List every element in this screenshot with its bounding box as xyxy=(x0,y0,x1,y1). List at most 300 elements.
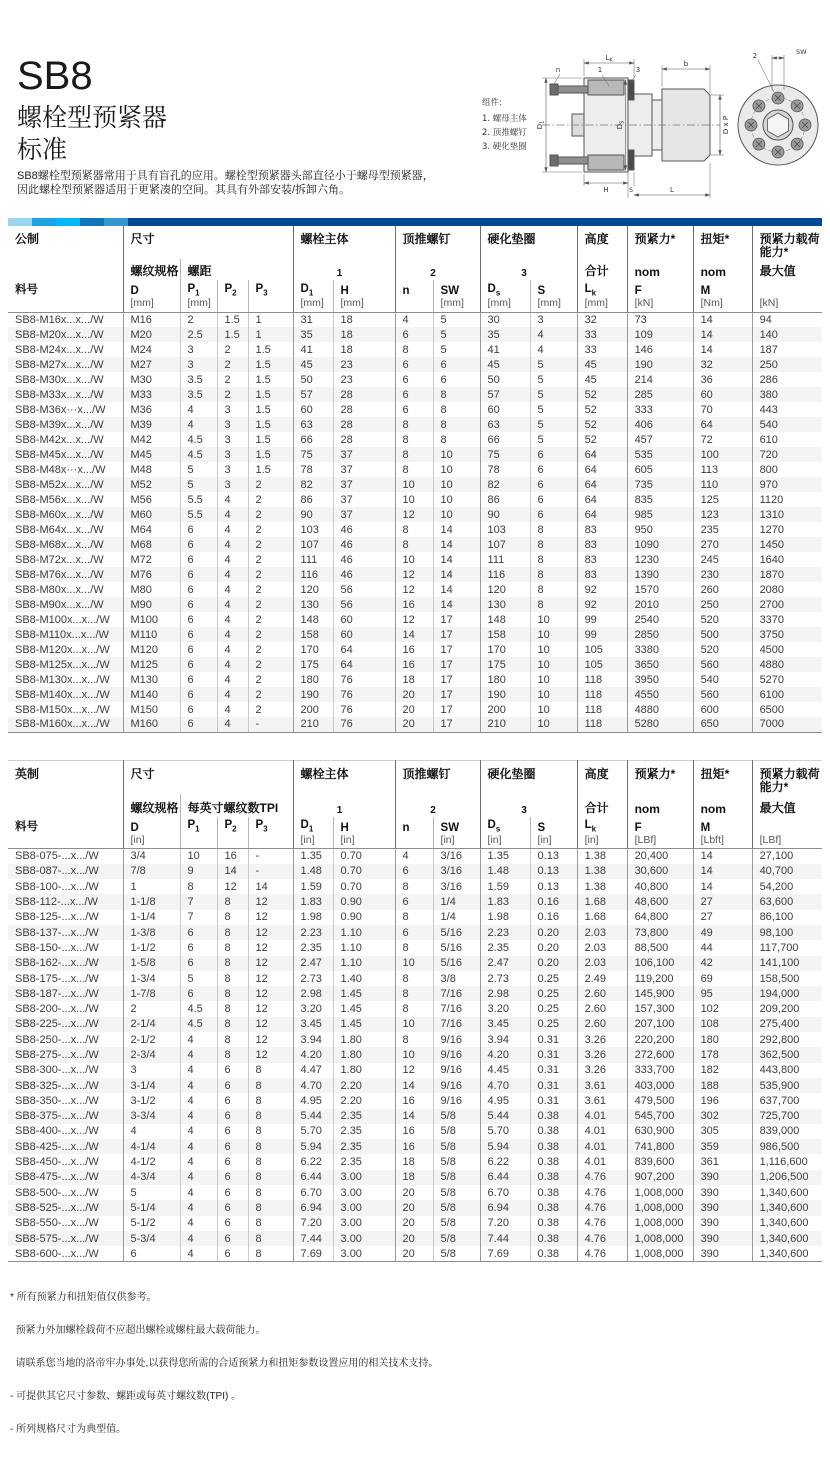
group-header: 硬化垫圈 xyxy=(480,760,577,794)
table-row xyxy=(8,612,822,627)
pitch-p2: 6 xyxy=(217,1185,248,1200)
body-d1: 111 xyxy=(293,552,333,567)
max-capacity: 40,700 xyxy=(752,864,822,879)
pitch-p1: 6 xyxy=(180,552,217,567)
jackbolt-n: 20 xyxy=(395,1231,433,1246)
body-d1: 1.59 xyxy=(293,879,333,894)
component-list xyxy=(482,97,527,152)
table-row xyxy=(8,894,822,909)
body-h: 1.40 xyxy=(333,971,395,986)
washer-ds: 4.45 xyxy=(480,1063,530,1078)
part-number: SB8-M39x...x.../W xyxy=(15,418,104,431)
pitch-p1: 4 xyxy=(180,1185,217,1200)
max-capacity: 6100 xyxy=(752,687,822,702)
max-capacity: 720 xyxy=(752,447,822,462)
col-unit: [in] xyxy=(293,834,333,849)
max-capacity: 1,340,600 xyxy=(752,1246,822,1261)
col-symbol: S xyxy=(530,817,577,834)
preload-f: 4880 xyxy=(627,702,693,717)
pitch-p1: 4 xyxy=(180,417,217,432)
jackbolt-n: 20 xyxy=(395,1216,433,1231)
col-symbol xyxy=(752,280,822,297)
pitch-p2: 2 xyxy=(217,372,248,387)
washer-ds: 6.70 xyxy=(480,1185,530,1200)
pitch-p2: 6 xyxy=(217,1078,248,1093)
preload-f: 3950 xyxy=(627,672,693,687)
washer-s: 0.16 xyxy=(530,910,577,925)
group-header: 高度 xyxy=(577,760,627,794)
pitch-p3: 2 xyxy=(248,522,293,537)
table-row xyxy=(8,1231,822,1246)
body-d1: 2.73 xyxy=(293,971,333,986)
max-capacity: 86,100 xyxy=(752,910,822,925)
group-header: 预紧力载荷 能力* xyxy=(752,760,822,794)
height-lk: 99 xyxy=(577,612,627,627)
jackbolt-n: 14 xyxy=(395,1109,433,1124)
body-d1: 7.44 xyxy=(293,1231,333,1246)
sub-header: 2 xyxy=(395,259,480,280)
pitch-p3: 8 xyxy=(248,1185,293,1200)
max-capacity: 1310 xyxy=(752,507,822,522)
height-lk: 83 xyxy=(577,567,627,582)
pitch-p1: 4 xyxy=(180,1139,217,1154)
pitch-p2: 3 xyxy=(217,432,248,447)
thread-d: 7/8 xyxy=(123,864,180,879)
col-symbol: $P_2$ xyxy=(217,817,248,834)
max-capacity: 27,100 xyxy=(752,849,822,864)
pitch-p1: 4 xyxy=(180,1200,217,1215)
part-number: SB8-M130x...x.../W xyxy=(15,673,110,686)
jackbolt-sw: 7/16 xyxy=(433,986,480,1001)
jackbolt-n: 4 xyxy=(395,849,433,864)
pitch-p1: 7 xyxy=(180,910,217,925)
washer-ds: 63 xyxy=(480,417,530,432)
pitch-p2: 8 xyxy=(217,971,248,986)
preload-f: 207,100 xyxy=(627,1017,693,1032)
preload-f: 220,200 xyxy=(627,1032,693,1047)
body-h: 37 xyxy=(333,492,395,507)
front-view xyxy=(738,85,818,165)
preload-f: 73,800 xyxy=(627,925,693,940)
pitch-p1: 6 xyxy=(180,702,217,717)
pitch-p3: 8 xyxy=(248,1093,293,1108)
part-number: SB8-M90x...x.../W xyxy=(15,598,104,611)
footnote-line: - 所列规格尺寸为典型值。 xyxy=(10,1424,127,1436)
max-capacity: 637,700 xyxy=(752,1093,822,1108)
preload-f: 64,800 xyxy=(627,910,693,925)
body-h: 3.00 xyxy=(333,1200,395,1215)
washer-s: 8 xyxy=(530,552,577,567)
accent-segment xyxy=(104,218,128,226)
col-unit: [mm] xyxy=(530,297,577,312)
part-number: SB8-M80x...x.../W xyxy=(15,583,104,596)
pitch-p2: 14 xyxy=(217,864,248,879)
washer-s: 10 xyxy=(530,717,577,732)
preload-f: 48,600 xyxy=(627,894,693,909)
pitch-p3: 1 xyxy=(248,312,293,327)
body-d1: 2.23 xyxy=(293,925,333,940)
max-capacity: 187 xyxy=(752,342,822,357)
torque-m: 305 xyxy=(693,1124,752,1139)
preload-f: 4550 xyxy=(627,687,693,702)
torque-m: 27 xyxy=(693,894,752,909)
body-d1: 7.20 xyxy=(293,1216,333,1231)
body-d1: 158 xyxy=(293,627,333,642)
part-number: SB8-M120x...x.../W xyxy=(15,643,110,656)
thread-d: M24 xyxy=(123,342,180,357)
jackbolt-n: 20 xyxy=(395,1200,433,1215)
jackbolt-n: 10 xyxy=(395,1047,433,1062)
col-unit xyxy=(217,297,248,312)
part-number: SB8-550-...x.../W xyxy=(15,1217,99,1230)
col-symbol: $D_s$ xyxy=(480,817,530,834)
washer-s: 0.20 xyxy=(530,925,577,940)
body-d1: 35 xyxy=(293,327,333,342)
jackbolt-sw: 10 xyxy=(433,507,480,522)
washer-ds: 7.69 xyxy=(480,1246,530,1261)
washer-s: 0.13 xyxy=(530,849,577,864)
jackbolt-n: 20 xyxy=(395,717,433,732)
body-h: 60 xyxy=(333,612,395,627)
max-capacity: 3370 xyxy=(752,612,822,627)
torque-m: 650 xyxy=(693,717,752,732)
pitch-p2: 6 xyxy=(217,1109,248,1124)
group-header: 尺寸 xyxy=(123,226,293,259)
pitch-p3: 1.5 xyxy=(248,432,293,447)
height-lk: 2.03 xyxy=(577,940,627,955)
torque-m: 182 xyxy=(693,1063,752,1078)
footnote-line: * 所有预紧力和扭矩值仅供参考。 xyxy=(10,1292,157,1304)
height-lk: 3.26 xyxy=(577,1032,627,1047)
body-d1: 41 xyxy=(293,342,333,357)
preload-f: 40,800 xyxy=(627,879,693,894)
group-header: 尺寸 xyxy=(123,760,293,794)
pitch-p2: 3 xyxy=(217,477,248,492)
thread-d: 5-1/2 xyxy=(123,1216,180,1231)
col-symbol: SW xyxy=(433,280,480,297)
body-h: 28 xyxy=(333,402,395,417)
washer-s: 0.31 xyxy=(530,1032,577,1047)
jackbolt-sw: 9/16 xyxy=(433,1078,480,1093)
jackbolt-n: 10 xyxy=(395,956,433,971)
table-row xyxy=(8,864,822,879)
sub-header: nom xyxy=(693,794,752,817)
thread-d: M160 xyxy=(123,717,180,732)
jackbolt-n: 16 xyxy=(395,642,433,657)
jackbolt-sw: 8 xyxy=(433,432,480,447)
pitch-p1: 4 xyxy=(180,1231,217,1246)
max-capacity: 1,340,600 xyxy=(752,1216,822,1231)
body-d1: 190 xyxy=(293,687,333,702)
jackbolt-sw: 17 xyxy=(433,642,480,657)
thread-d: M60 xyxy=(123,507,180,522)
body-d1: 180 xyxy=(293,672,333,687)
torque-m: 361 xyxy=(693,1154,752,1169)
thread-d: M76 xyxy=(123,567,180,582)
col-symbol: $D_1$ xyxy=(293,280,333,297)
jackbolt-sw: 14 xyxy=(433,597,480,612)
jackbolt-n: 16 xyxy=(395,657,433,672)
col-symbol: SW xyxy=(433,817,480,834)
pitch-p3: 8 xyxy=(248,1124,293,1139)
product-description xyxy=(17,170,434,197)
washer-ds: 6.44 xyxy=(480,1170,530,1185)
imperial-table-section xyxy=(8,760,830,1263)
torque-m: 14 xyxy=(693,849,752,864)
washer-s: 5 xyxy=(530,372,577,387)
body-d1: 120 xyxy=(293,582,333,597)
torque-m: 64 xyxy=(693,417,752,432)
body-h: 0.90 xyxy=(333,894,395,909)
preload-f: 741,800 xyxy=(627,1139,693,1154)
pitch-p1: 6 xyxy=(180,925,217,940)
washer-s: 0.25 xyxy=(530,971,577,986)
washer-ds: 86 xyxy=(480,492,530,507)
washer-s: 10 xyxy=(530,642,577,657)
col-unit xyxy=(248,834,293,849)
max-capacity: 117,700 xyxy=(752,940,822,955)
preload-f: 1090 xyxy=(627,537,693,552)
washer-ds: 200 xyxy=(480,702,530,717)
height-lk: 1.38 xyxy=(577,879,627,894)
height-lk: 45 xyxy=(577,357,627,372)
jackbolt-n: 10 xyxy=(395,1017,433,1032)
body-h: 23 xyxy=(333,372,395,387)
max-capacity: 3750 xyxy=(752,627,822,642)
height-lk: 4.01 xyxy=(577,1154,627,1169)
body-h: 37 xyxy=(333,447,395,462)
col-unit: [mm] xyxy=(577,297,627,312)
thread-d: 5 xyxy=(123,1185,180,1200)
pitch-p1: 6 xyxy=(180,582,217,597)
body-h: 46 xyxy=(333,537,395,552)
part-number: SB8-162-...x.../W xyxy=(15,957,99,970)
washer-ds: 2.47 xyxy=(480,956,530,971)
height-lk: 118 xyxy=(577,687,627,702)
height-lk: 4.76 xyxy=(577,1231,627,1246)
col-symbol: D xyxy=(123,280,180,297)
pitch-p1: 10 xyxy=(180,849,217,864)
pitch-p2: 8 xyxy=(217,1001,248,1016)
pitch-p2: 4 xyxy=(217,552,248,567)
thread-d: 4-1/2 xyxy=(123,1154,180,1169)
washer-s: 0.31 xyxy=(530,1078,577,1093)
thread-d: M52 xyxy=(123,477,180,492)
col-unit: [in] xyxy=(123,834,180,849)
metric_table xyxy=(8,226,822,733)
washer-s: 0.38 xyxy=(530,1170,577,1185)
jackbolt-n: 8 xyxy=(395,986,433,1001)
torque-m: 500 xyxy=(693,627,752,642)
body-d1: 1.98 xyxy=(293,910,333,925)
svg-text:DS: $D_S$ xyxy=(616,120,626,130)
col-symbol: H xyxy=(333,280,395,297)
pitch-p2: 16 xyxy=(217,849,248,864)
part-number: SB8-M110x...x.../W xyxy=(15,628,109,641)
body-h: 23 xyxy=(333,357,395,372)
preload-f: 333 xyxy=(627,402,693,417)
pitch-p2: 4 xyxy=(217,672,248,687)
preload-f: 535 xyxy=(627,447,693,462)
jackbolt-sw: 7/16 xyxy=(433,1001,480,1016)
jackbolt-n: 8 xyxy=(395,522,433,537)
footnote-line: - 可提供其它尺寸参数、螺距或每英寸螺纹数(TPI) 。 xyxy=(10,1391,242,1403)
pitch-p1: 4 xyxy=(180,1047,217,1062)
col-unit: [mm] xyxy=(433,297,480,312)
torque-m: 36 xyxy=(693,372,752,387)
table-row xyxy=(8,1063,822,1078)
pitch-p1: 6 xyxy=(180,956,217,971)
footnote-line: 预紧力外加螺栓载荷不应超出螺栓或螺柱最大载荷能力。 xyxy=(10,1325,266,1337)
body-h: 3.00 xyxy=(333,1216,395,1231)
thread-d: 3 xyxy=(123,1063,180,1078)
pitch-p1: 6 xyxy=(180,612,217,627)
table-row xyxy=(8,342,822,357)
jackbolt-sw: 17 xyxy=(433,627,480,642)
pitch-p3: 2 xyxy=(248,642,293,657)
pitch-p1: 4.5 xyxy=(180,447,217,462)
jackbolt-sw: 5/8 xyxy=(433,1170,480,1185)
jackbolt-sw: 3/16 xyxy=(433,879,480,894)
jackbolt-n: 18 xyxy=(395,672,433,687)
jackbolt-sw: 10 xyxy=(433,447,480,462)
preload-f: 20,400 xyxy=(627,849,693,864)
preload-f: 1,008,000 xyxy=(627,1231,693,1246)
body-d1: 103 xyxy=(293,522,333,537)
col-unit: [Lbft] xyxy=(693,834,752,849)
thread-d: M16 xyxy=(123,312,180,327)
washer-s: 0.31 xyxy=(530,1063,577,1078)
max-capacity: 970 xyxy=(752,477,822,492)
thread-d: 2-1/4 xyxy=(123,1017,180,1032)
part-number: SB8-137-...x.../W xyxy=(15,926,99,939)
pitch-p1: 2 xyxy=(180,312,217,327)
height-lk: 105 xyxy=(577,642,627,657)
body-h: 28 xyxy=(333,417,395,432)
pitch-p3: 1.5 xyxy=(248,342,293,357)
torque-m: 180 xyxy=(693,1032,752,1047)
body-h: 0.70 xyxy=(333,879,395,894)
part-number: SB8-M125x...x.../W xyxy=(15,658,110,671)
col-symbol: H xyxy=(333,817,395,834)
height-lk: 3.61 xyxy=(577,1093,627,1108)
preload-f: 146 xyxy=(627,342,693,357)
body-h: 0.70 xyxy=(333,864,395,879)
part-number: SB8-M33x...x.../W xyxy=(15,388,104,401)
pitch-p1: 6 xyxy=(180,986,217,1001)
pitch-p2: 6 xyxy=(217,1124,248,1139)
height-lk: 4.76 xyxy=(577,1216,627,1231)
table-row xyxy=(8,672,822,687)
label-3: 3 xyxy=(635,66,641,74)
part-number: SB8-M72x...x.../W xyxy=(15,553,104,566)
body-h: 60 xyxy=(333,627,395,642)
metric-table-section xyxy=(8,226,830,733)
max-capacity: 610 xyxy=(752,432,822,447)
height-lk: 64 xyxy=(577,492,627,507)
jackbolt-n: 20 xyxy=(395,687,433,702)
washer-ds: 78 xyxy=(480,462,530,477)
thread-d: 5-3/4 xyxy=(123,1231,180,1246)
pitch-p2: 6 xyxy=(217,1063,248,1078)
part-number: SB8-350-...x.../W xyxy=(15,1094,99,1107)
pitch-p1: 8 xyxy=(180,879,217,894)
jackbolt-n: 16 xyxy=(395,1124,433,1139)
washer-s: 0.38 xyxy=(530,1154,577,1169)
sub-header: 1 xyxy=(293,259,395,280)
part-number: SB8-425-...x.../W xyxy=(15,1140,99,1153)
preload-f: 1,008,000 xyxy=(627,1185,693,1200)
washer-ds: 4.70 xyxy=(480,1078,530,1093)
thread-d: M140 xyxy=(123,687,180,702)
pitch-p1: 5 xyxy=(180,477,217,492)
group-header: 顶推螺钉 xyxy=(395,760,480,794)
jackbolt-sw: 9/16 xyxy=(433,1032,480,1047)
thread-d: 1-3/8 xyxy=(123,925,180,940)
pitch-p1: 3 xyxy=(180,357,217,372)
jackbolt-n: 6 xyxy=(395,925,433,940)
body-h: 2.20 xyxy=(333,1078,395,1093)
max-capacity: 275,400 xyxy=(752,1017,822,1032)
pitch-p2: 6 xyxy=(217,1139,248,1154)
pitch-p1: 6 xyxy=(180,597,217,612)
thread-d: M45 xyxy=(123,447,180,462)
part-number: SB8-200-...x.../W xyxy=(15,1003,99,1016)
thread-d: 4-1/4 xyxy=(123,1139,180,1154)
jackbolt-n: 6 xyxy=(395,372,433,387)
pitch-p3: 12 xyxy=(248,1032,293,1047)
max-capacity: 362,500 xyxy=(752,1047,822,1062)
pitch-p2: 8 xyxy=(217,894,248,909)
washer-ds: 7.20 xyxy=(480,1216,530,1231)
col-symbol: S xyxy=(530,280,577,297)
torque-m: 108 xyxy=(693,1017,752,1032)
pitch-p3: 8 xyxy=(248,1109,293,1124)
washer-ds: 60 xyxy=(480,402,530,417)
part-number: SB8-M24x...x.../W xyxy=(15,343,104,356)
col-unit: [in] xyxy=(480,834,530,849)
pitch-p3: 2 xyxy=(248,672,293,687)
jackbolt-n: 8 xyxy=(395,971,433,986)
torque-m: 49 xyxy=(693,925,752,940)
thread-d: M125 xyxy=(123,657,180,672)
spacer xyxy=(8,834,123,849)
jackbolt-sw: 3/8 xyxy=(433,971,480,986)
pitch-p1: 6 xyxy=(180,522,217,537)
part-number: SB8-M160x...x.../W xyxy=(8,717,123,732)
jackbolt-sw: 14 xyxy=(433,522,480,537)
torque-m: 196 xyxy=(693,1093,752,1108)
body-d1: 45 xyxy=(293,357,333,372)
washer-s: 5 xyxy=(530,432,577,447)
thread-d: M27 xyxy=(123,357,180,372)
thread-d: 1-5/8 xyxy=(123,956,180,971)
pitch-p2: 4 xyxy=(217,687,248,702)
pitch-p3: 8 xyxy=(248,1154,293,1169)
torque-m: 359 xyxy=(693,1139,752,1154)
jackbolt-sw: 3/16 xyxy=(433,849,480,864)
body-d1: 63 xyxy=(293,417,333,432)
body-h: 28 xyxy=(333,387,395,402)
height-lk: 52 xyxy=(577,387,627,402)
washer-s: 8 xyxy=(530,597,577,612)
table-row xyxy=(8,879,822,894)
jackbolt-n: 20 xyxy=(395,1246,433,1261)
part-number: SB8-175-...x.../W xyxy=(15,972,99,985)
preload-f: 2850 xyxy=(627,627,693,642)
part-number: SB8-M30x...x.../W xyxy=(15,373,104,386)
torque-m: 60 xyxy=(693,387,752,402)
